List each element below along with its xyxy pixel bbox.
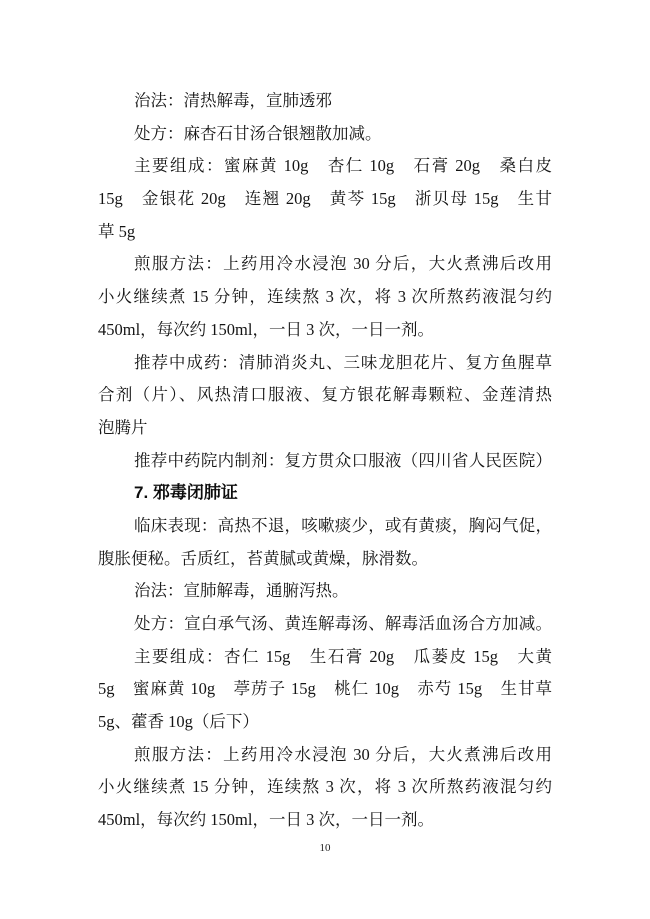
text-line: 草 5g xyxy=(98,221,136,241)
document-body xyxy=(98,85,552,837)
text-line: 推荐中药院内制剂：复方贯众口服液（四川省人民医院） xyxy=(134,450,552,470)
text-line: 腹胀便秘。舌质红，苔黄腻或黄燥，脉滑数。 xyxy=(98,548,428,568)
paragraph-treatment-method xyxy=(98,575,552,608)
paragraph-main-composition xyxy=(98,641,552,739)
text-line: 治法：清热解毒，宣肺透邪 xyxy=(134,91,332,110)
text-line: 煎服方法：上药用冷水浸泡 30 分后，大火煮沸后改用 xyxy=(134,254,552,274)
text-line: 450ml，每次约 150ml，一日 3 次，一日一剂。 xyxy=(98,319,434,339)
text-line: 主要组成：杏仁 15g 生石膏 20g 瓜蒌皮 15g 大黄 xyxy=(134,646,552,666)
page-number: 10 xyxy=(319,842,331,854)
paragraph-clinical-manifestation xyxy=(98,510,552,575)
text-line: 处方：麻杏石甘汤合银翘散加减。 xyxy=(134,123,382,143)
paragraph-hospital-preparation xyxy=(98,445,552,478)
text-line: 5g、藿香 10g（后下） xyxy=(98,712,259,732)
text-line: 15g 金银花 20g 连翘 20g 黄芩 15g 浙贝母 15g 生甘 xyxy=(98,189,552,209)
text-line: 450ml，每次约 150ml，一日 3 次，一日一剂。 xyxy=(98,810,434,830)
text-line: 主要组成：蜜麻黄 10g 杏仁 10g 石膏 20g 桑白皮 xyxy=(134,156,552,176)
text-line: 临床表现：高热不退，咳嗽痰少，或有黄痰，胸闷气促， xyxy=(134,515,552,535)
text-line: 小火继续煮 15 分钟，连续熬 3 次，将 3 次所熬药液混匀约 xyxy=(98,287,552,307)
paragraph-main-composition xyxy=(98,150,552,248)
paragraph-recommended-patent-medicine xyxy=(98,347,552,445)
text-line: 治法：宣肺解毒，通腑泻热。 xyxy=(134,581,349,601)
text-line: 泡腾片 xyxy=(98,417,148,437)
paragraph-treatment-method xyxy=(98,85,552,118)
text-line: 5g 蜜麻黄 10g 葶苈子 15g 桃仁 10g 赤芍 15g 生甘草 xyxy=(98,679,552,699)
paragraph-decoction-method xyxy=(98,248,552,346)
text-line: 合剂（片）、风热清口服液、复方银花解毒颗粒、金莲清热 xyxy=(98,385,552,405)
paragraph-decoction-method xyxy=(98,739,552,837)
paragraph-prescription xyxy=(98,608,552,641)
text-line: 推荐中成药：清肺消炎丸、三味龙胆花片、复方鱼腥草 xyxy=(134,352,552,372)
text-line: 处方：宣白承气汤、黄连解毒汤、解毒活血汤合方加减。 xyxy=(134,614,552,633)
text-line: 煎服方法：上药用冷水浸泡 30 分后，大火煮沸后改用 xyxy=(134,744,552,764)
paragraph-prescription xyxy=(98,118,552,151)
text-line: 小火继续煮 15 分钟，连续熬 3 次，将 3 次所熬药液混匀约 xyxy=(98,777,552,797)
section-heading: 7. 邪毒闭肺证 xyxy=(134,483,238,503)
